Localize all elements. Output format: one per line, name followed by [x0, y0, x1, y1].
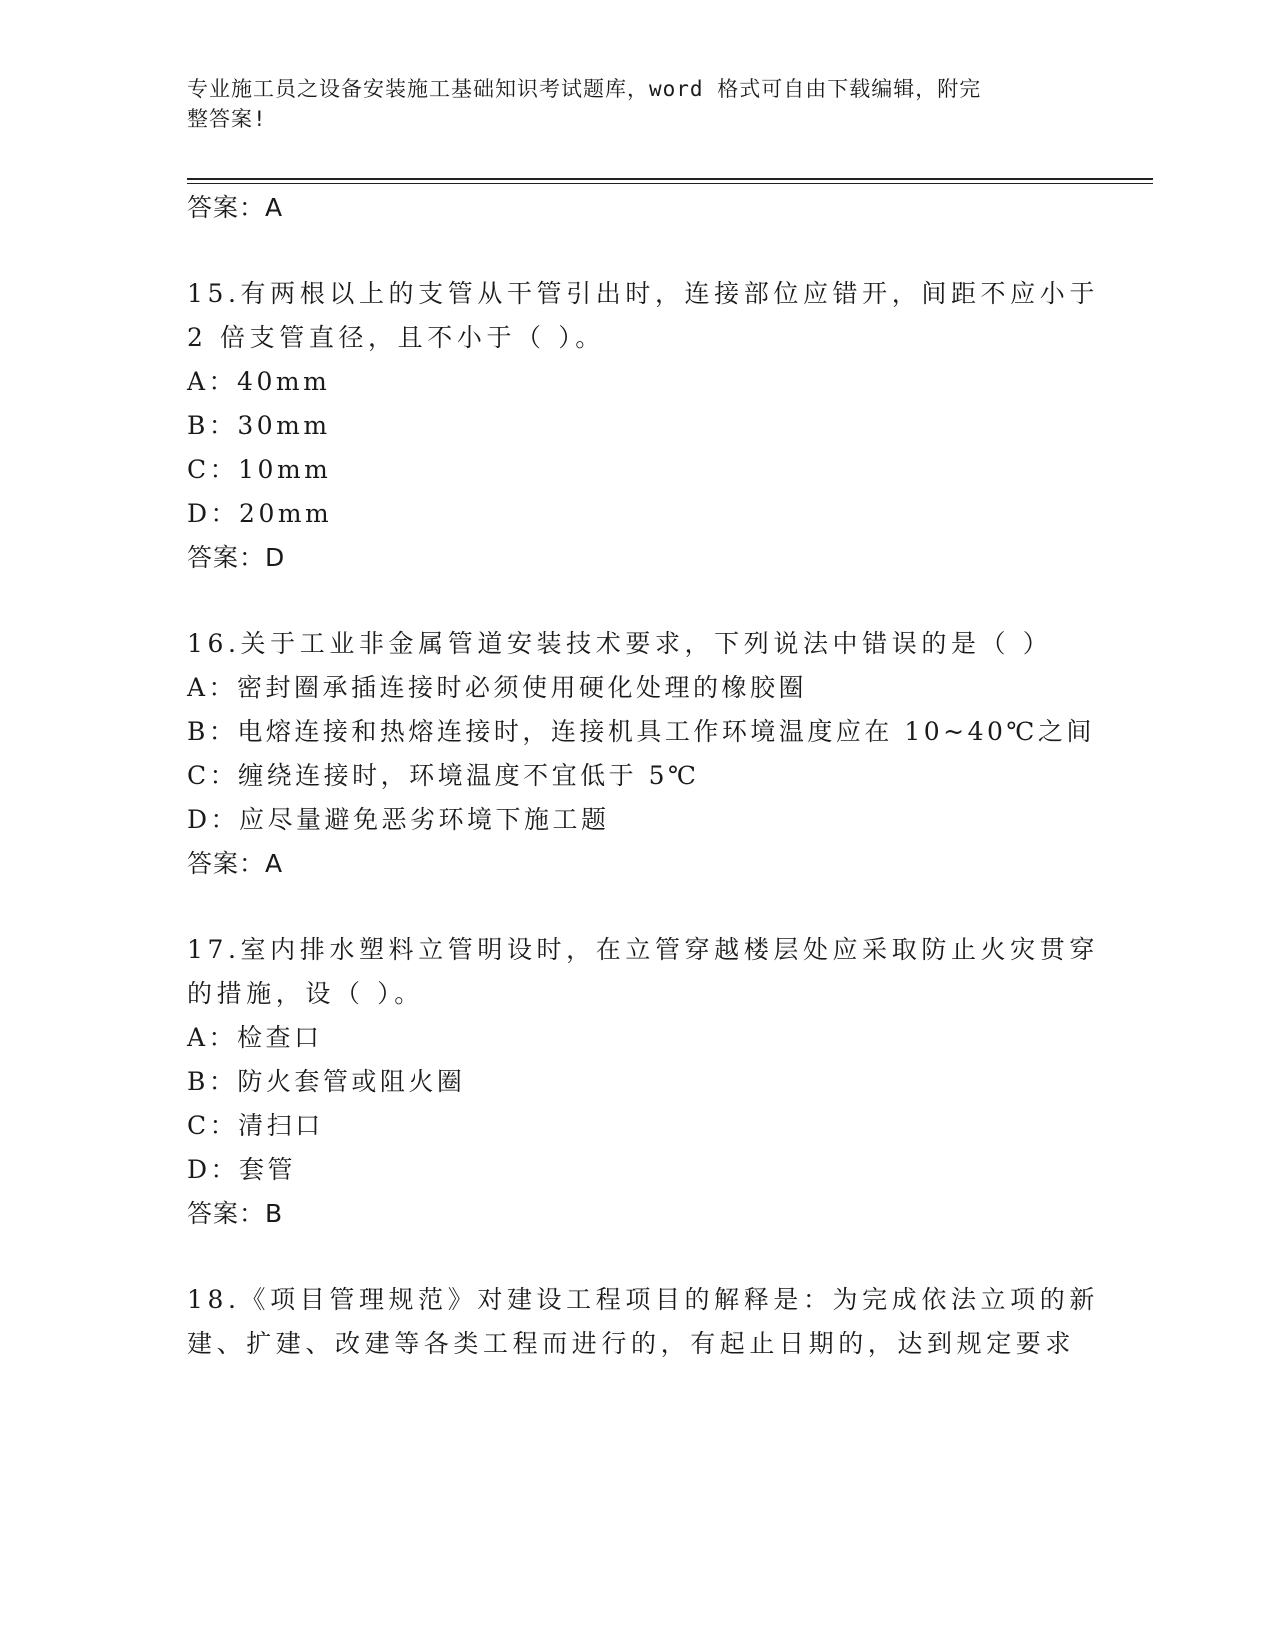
question-15-option-a: A：40mm — [187, 367, 331, 396]
question-17-option-b: B：防火套管或阻火圈 — [187, 1067, 466, 1096]
question-15-option-d: D：20mm — [187, 499, 333, 528]
question-15-line-1: 15.有两根以上的支管从干管引出时，连接部位应错开，间距不应小于 — [187, 279, 1099, 308]
question-17-line-1: 17.室内排水塑料立管明设时，在立管穿越楼层处应采取防止火灾贯穿 — [187, 935, 1099, 964]
question-17-answer: 答案：B — [187, 1199, 284, 1228]
question-16-answer: 答案：A — [187, 849, 284, 878]
question-18-line-1: 18.《项目管理规范》对建设工程项目的解释是：为完成依法立项的新 — [187, 1285, 1099, 1314]
question-15-option-b: B：30mm — [187, 411, 331, 440]
header-line-2: 整答案! — [187, 107, 267, 131]
question-17-option-c: C：清扫口 — [187, 1111, 324, 1140]
header-line-1: 专业施工员之设备安装施工基础知识考试题库，word 格式可自由下载编辑，附完 — [187, 77, 982, 101]
question-18-line-2: 建、扩建、改建等各类工程而进行的，有起止日期的，达到规定要求 — [187, 1329, 1076, 1358]
question-16-option-b: B：电熔连接和热熔连接时，连接机具工作环境温度应在 10~40℃之间 — [187, 717, 1095, 746]
question-15-line-2: 2 倍支管直径，且不小于（ ）。 — [187, 323, 605, 352]
question-16-line-1: 16.关于工业非金属管道安装技术要求，下列说法中错误的是（ ） — [187, 629, 1053, 658]
question-15-answer: 答案：D — [187, 543, 286, 572]
question-16-option-a: A：密封圈承插连接时必须使用硬化处理的橡胶圈 — [187, 673, 808, 702]
document-header — [187, 74, 1067, 134]
header-divider-thick — [187, 178, 1153, 180]
question-17-option-d: D：套管 — [187, 1155, 297, 1184]
question-17-option-a: A：检查口 — [187, 1023, 323, 1052]
question-17-line-2: 的措施，设（ ）。 — [187, 979, 424, 1008]
header-divider-thin — [187, 183, 1153, 184]
previous-answer: 答案：A — [187, 193, 284, 222]
question-15-option-c: C：10mm — [187, 455, 332, 484]
question-16-option-d: D：应尽量避免恶劣环境下施工题 — [187, 805, 610, 834]
question-16-option-c: C：缠绕连接时，环境温度不宜低于 5℃ — [187, 761, 700, 790]
